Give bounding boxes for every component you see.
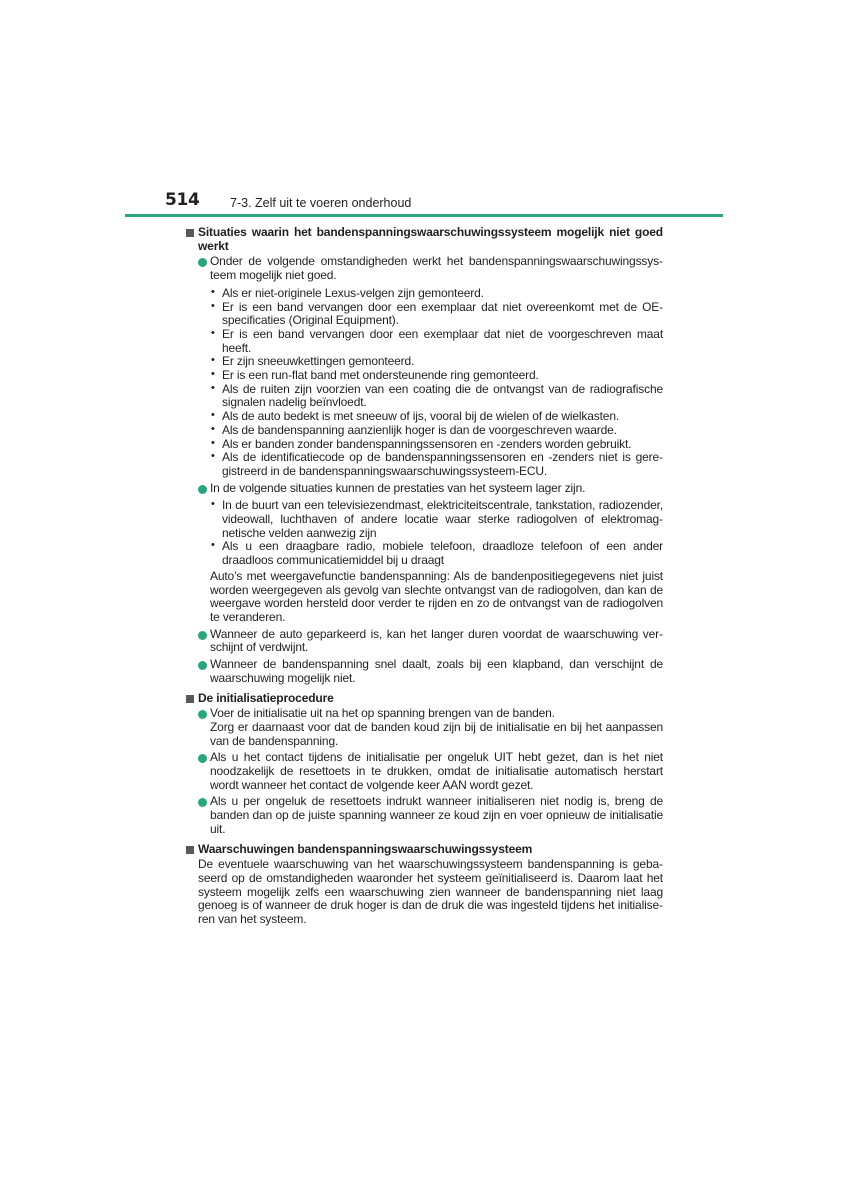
sub-list-item: • Als de ruiten zijn voorzien van een coating die de ontvangst van de radiografische signalen nadelig beïnvloedt. (211, 381, 663, 410)
section-paragraph: De eventuele waarschuwing van het waarschuwingssysteem bandenspanning is gebaseerd op de omstandigheden waaronder het systeem geïnitialiseerd is. Daarom laat het systeem mogelijk zelfs een waarschuwing zien wanneer de bandenspanning niet laag genoeg is of wanneer de druk hoger is dan de druk die was ingesteld tijdens het initialiseren van het systeem. (198, 857, 663, 927)
list-item: In de volgende situaties kunnen de prestaties van het systeem lager zijn. • In de buurt van een televisiezendmast, elektriciteitscentrale, tankstation, radiozender, videowall, luchthaven of andere locatie waar sterke radiogolven of elektromagnetische velden aanwezig zijn • Als u een draagbare radio, mobiele telefoon, draadloze telefoon of een ander draadloos communicatiemiddel bij u draagt Auto’s met weergavefunctie bandenspanning: Als de bandenpositiegegevens niet juist worden weergegeven als gevolg van slechte ontvangst van de radiogolven, dan kan de weergave worden hersteld door verder te rijden en zo de ontvangst van de radiogolven te veranderen. (198, 482, 663, 625)
circle-bullet-icon (198, 631, 207, 640)
sub-list-item: • Als de identificatiecode op de bandenspanningssensoren en -zenders niet is geregistreerd in de bandenspanningswaarschuwingssysteem-ECU. (211, 450, 663, 478)
list-item: Voer de initialisatie uit na het op spanning brengen van de banden. Zorg er daarnaast voor dat de banden koud zijn bij de initialisatie en bij het aanpassen van de bandenspanning. (198, 707, 663, 748)
sub-list-item: • Er is een band vervangen door een exemplaar dat niet overeenkomt met de OE-specificaties (Original Equipment). (211, 299, 663, 328)
list-item: Wanneer de bandenspanning snel daalt, zoals bij een klapband, dan verschijnt de waarschuwing mogelijk niet. (198, 658, 663, 685)
circle-bullet-icon (198, 661, 207, 670)
chapter-title: 7-3. Zelf uit te voeren onderhoud (230, 196, 412, 210)
section-heading: Waarschuwingen bandenspanningswaarschuwingssysteem (186, 843, 663, 857)
list-item: Als u het contact tijdens de initialisatie per ongeluk UIT hebt gezet, dan is het niet noodzakelijk de resettoets in te drukken, omdat de initialisatie automatisch herstart wordt wanneer het contact de volgende keer AAN wordt gezet. (198, 751, 663, 792)
sub-list-item: • Als er niet-originele Lexus-velgen zijn gemonteerd. (211, 285, 484, 300)
circle-bullet-icon (198, 485, 207, 494)
list-item: Wanneer de auto geparkeerd is, kan het langer duren voordat de waarschuwing verschijnt of verdwijnt. (198, 628, 663, 655)
header-rule (125, 214, 723, 217)
sub-list-item: • Er zijn sneeuwkettingen gemonteerd. (211, 354, 415, 369)
sub-list-item: • Als de bandenspanning aanzienlijk hoger is dan de voorgeschreven waarde. (211, 422, 617, 437)
paragraph: Zorg er daarnaast voor dat de banden koud zijn bij de initialisatie en bij het aanpassen van de bandenspanning. (210, 719, 663, 748)
sub-list-item: • Als u een draagbare radio, mobiele telefoon, draadloze telefoon of een ander draadloos communicatiemiddel bij u draagt (211, 539, 663, 568)
sub-list-item: • Als de auto bedekt is met sneeuw of ijs, vooral bij de wielen of de wielkasten. (211, 409, 620, 424)
list-item: Als u per ongeluk de resettoets indrukt wanneer initialiseren niet nodig is, breng de banden dan op de juiste spanning wanneer ze koud zijn en voer opnieuw de initialisatie uit. (198, 795, 663, 836)
list-item: Onder de volgende omstandigheden werkt het bandenspanningswaarschuwingssysteem mogelijk niet goed. • Als er niet-originele Lexus-velgen zijn gemonteerd. • Er is een band vervangen door een exemplaar dat niet overeenkomt met de OE-specificaties (Original Equipment). • Er is een band vervangen door een exemplaar dat niet de voorgeschreven maat heeft. • Er zijn sneeuwkettingen gemonteerd. • Er is een run-flat band met ondersteunende ring gemonteerd. • Als de ruiten zijn voorzien van een coating die de ontvangst van de radiografische signalen nadelig beïnvloedt. • Als de auto bedekt is met sneeuw of ijs, vooral bij de wielen of de wielkasten. • Als de bandenspanning aanzienlijk hoger is dan de voorgeschreven waarde. • Als er banden zonder bandenspanningssensoren en -zenders worden gebruikt. • Als de identificatiecode op de bandenspanningssensoren en -zenders niet is geregistreerd in de bandenspanningswaarschuwingssysteem-ECU. (198, 255, 663, 478)
sub-list-item: • Er is een band vervangen door een exemplaar dat niet de voorgeschreven maat heeft. (211, 326, 663, 355)
circle-bullet-icon (198, 754, 207, 763)
circle-bullet-icon (198, 258, 207, 267)
section-heading: Situaties waarin het bandenspanningswaarschuwingssysteem mogelijk niet goed werkt (186, 226, 663, 253)
square-bullet-icon (186, 846, 194, 854)
sub-list (210, 499, 663, 568)
sub-list-item: • In de buurt van een televisiezendmast, elektriciteitscentrale, tankstation, radiozender, videowall, luchthaven of andere locatie waar sterke radiogolven of elektromagnetische velden aanwezig zijn (211, 498, 663, 540)
circle-bullet-icon (198, 798, 207, 807)
circle-bullet-icon (198, 710, 207, 719)
sub-list-item: • Als er banden zonder bandenspanningssensoren en -zenders worden gebruikt. (211, 436, 632, 451)
sub-list (210, 287, 663, 479)
section-heading: De initialisatieprocedure (186, 692, 663, 706)
page-content (186, 226, 663, 927)
page-number: 514 (165, 190, 200, 210)
square-bullet-icon (186, 229, 194, 237)
paragraph: Auto’s met weergavefunctie bandenspanning: Als de bandenpositiegegevens niet juist worden weergegeven als gevolg van slechte ontvangst van de radiogolven, dan kan de weergave worden hersteld door verder te rijden en zo de ontvangst van de radiogolven te veranderen. (210, 568, 663, 624)
sub-list-item: • Er is een run-flat band met ondersteunende ring gemonteerd. (211, 368, 539, 383)
square-bullet-icon (186, 695, 194, 703)
